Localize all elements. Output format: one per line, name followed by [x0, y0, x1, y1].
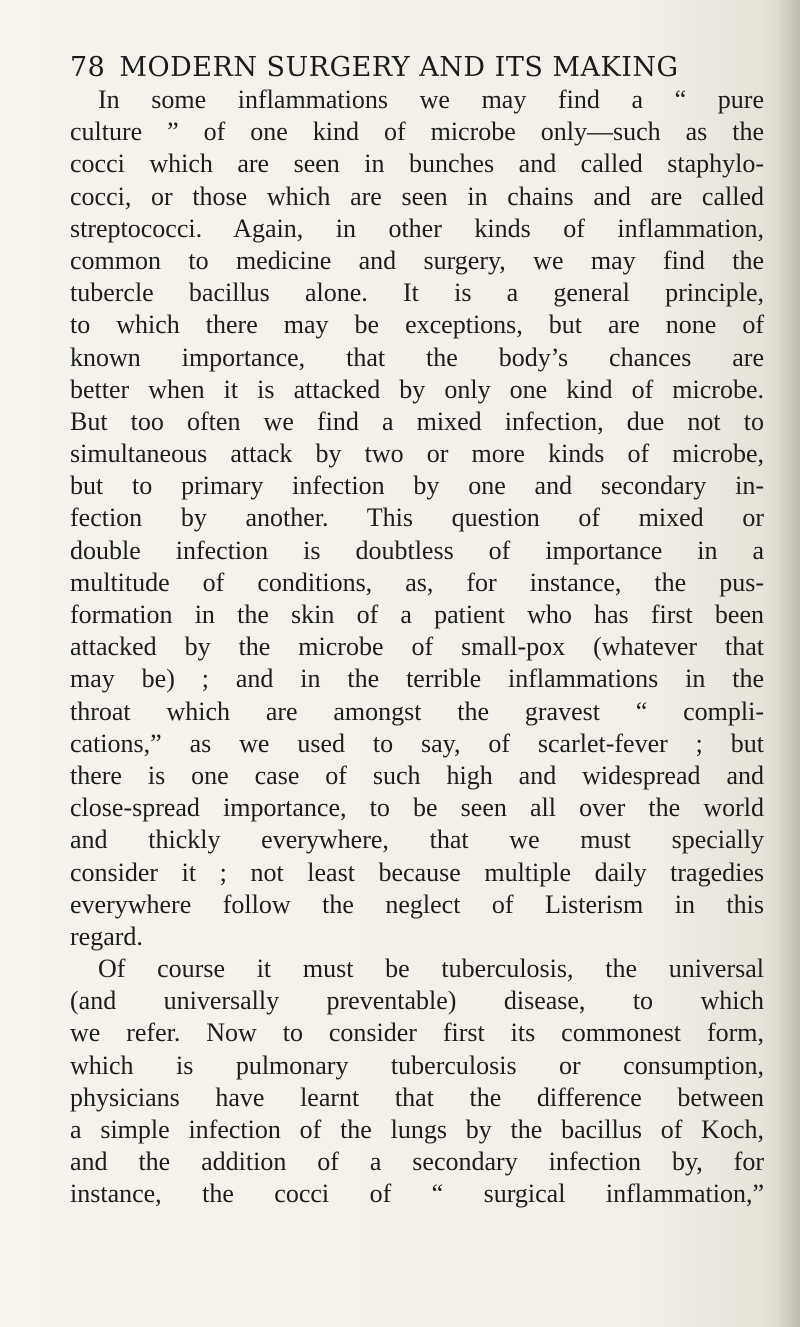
text-line: regard.: [70, 921, 143, 951]
text-line: may be) ; and in the terrible inflammations in the: [70, 664, 764, 694]
text-line: and the addition of a secondary infection by, for: [70, 1147, 764, 1177]
text-line: instance, the cocci of “ surgical inflammation,”: [70, 1179, 764, 1209]
text-line: streptococci. Again, in other kinds of inflammation,: [70, 213, 764, 243]
text-line: everywhere follow the neglect of Listerism in this: [70, 889, 764, 919]
page-edge-shadow: [778, 0, 800, 1327]
text-line: consider it ; not least because multiple daily tragedies: [70, 857, 764, 887]
text-line: better when it is attacked by only one kind of microbe.: [70, 374, 764, 404]
text-line: cations,” as we used to say, of scarlet-fever ; but: [70, 728, 764, 758]
text-line: known importance, that the body’s chances are: [70, 342, 764, 372]
text-line: (and universally preventable) disease, to which: [70, 986, 764, 1016]
text-line: a simple infection of the lungs by the bacillus of Koch,: [70, 1115, 764, 1144]
text-line: culture ” of one kind of microbe only—such as the: [70, 117, 764, 147]
text-line: multitude of conditions, as, for instance, the pus-: [70, 567, 764, 597]
running-title: MODERN SURGERY AND ITS MAKING: [119, 52, 679, 83]
text-line: close-spread importance, to be seen all over the world: [70, 793, 764, 823]
text-line: which is pulmonary tuberculosis or consumption,: [70, 1050, 764, 1080]
text-line: there is one case of such high and widespread and: [70, 760, 764, 790]
text-line: cocci which are seen in bunches and called staphylo-: [70, 149, 764, 179]
text-line: fection by another. This question of mixed or: [70, 503, 764, 533]
text-line: we refer. Now to consider first its commonest form,: [70, 1018, 764, 1048]
text-line: physicians have learnt that the difference between: [70, 1082, 764, 1112]
page-number: 78: [70, 52, 106, 83]
running-header: [70, 52, 770, 83]
text-line: tubercle bacillus alone. It is a general principle,: [70, 278, 764, 308]
text-line: common to medicine and surgery, we may find the: [70, 245, 764, 275]
text-line: In some inflammations we may find a “ pure: [98, 85, 764, 114]
text-line: simultaneous attack by two or more kinds of microbe,: [70, 439, 764, 469]
text-line: but to primary infection by one and secondary in-: [70, 471, 764, 501]
text-line: double infection is doubtless of importance in a: [70, 535, 764, 565]
text-line: formation in the skin of a patient who has first been: [70, 600, 764, 629]
text-line: to which there may be exceptions, but are none of: [70, 310, 764, 340]
text-line: But too often we find a mixed infection, due not to: [70, 406, 764, 436]
text-line: Of course it must be tuberculosis, the universal: [98, 954, 764, 984]
text-line: attacked by the microbe of small-pox (whatever that: [70, 632, 764, 662]
text-line: cocci, or those which are seen in chains and are called: [70, 181, 764, 211]
page-body-text: [70, 84, 764, 1211]
text-line: throat which are amongst the gravest “ compli-: [70, 696, 764, 726]
text-line: and thickly everywhere, that we must specially: [70, 825, 764, 855]
